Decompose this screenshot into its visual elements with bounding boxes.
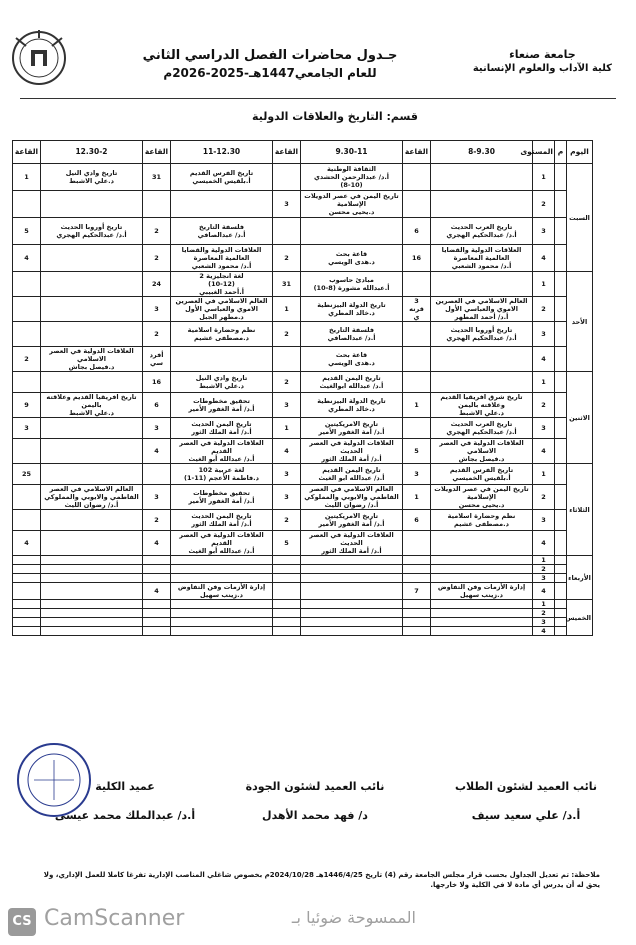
room-cell — [403, 556, 431, 565]
day-label: الثلاثاء — [567, 464, 593, 556]
row-index — [555, 583, 567, 600]
table-row — [13, 565, 593, 574]
course-cell: نظم وحضارة اسلامية د.مصطفى غشيم — [431, 510, 533, 531]
room-cell: 4 — [143, 531, 171, 556]
course-cell: لغة انجليزية 2 (10-12) أ.أحمد الغبيبي — [171, 272, 273, 297]
room-cell: 7 — [403, 583, 431, 600]
row-index — [555, 347, 567, 372]
row-index — [555, 218, 567, 245]
room-cell: 3 — [403, 464, 431, 485]
camscanner-brand: CamScanner — [44, 906, 185, 931]
course-cell — [41, 464, 143, 485]
course-cell: تاريخ العرب الحديث أ.د/ عبدالحكيم الهجري — [431, 418, 533, 439]
course-cell — [431, 164, 533, 191]
course-cell — [301, 218, 403, 245]
course-cell — [431, 618, 533, 627]
camscanner-arabic: الممسوحة ضوئيا بـ — [291, 908, 416, 927]
course-cell — [171, 565, 273, 574]
room-cell — [403, 191, 431, 218]
day-label: الاثنين — [567, 372, 593, 464]
room-cell — [13, 600, 41, 609]
row-index — [555, 245, 567, 272]
room-cell: 2 — [143, 245, 171, 272]
course-cell: تاريخ الدولة البيزنطية د.خالد المطري — [301, 393, 403, 418]
course-cell: العلاقات الدولية والقضايا العالمية المعاصرة أ.د/ محمود الشعبي — [431, 245, 533, 272]
room-cell: 3 — [13, 418, 41, 439]
level-cell: 2 — [533, 609, 555, 618]
course-cell: العلاقات الدولية في العصر الحديث أ.د/ أمة الملك الثور — [301, 439, 403, 464]
room-cell — [13, 618, 41, 627]
row-index — [555, 510, 567, 531]
room-cell: 25 — [13, 464, 41, 485]
course-cell — [41, 556, 143, 565]
room-cell: 2 — [13, 347, 41, 372]
room-cell: 3 — [143, 485, 171, 510]
title-block — [120, 48, 420, 80]
room-cell — [403, 164, 431, 191]
room-cell: 3 — [143, 418, 171, 439]
level-cell: 1 — [533, 464, 555, 485]
course-cell — [301, 600, 403, 609]
level-cell: 3 — [533, 618, 555, 627]
row-index — [555, 565, 567, 574]
row-index — [555, 393, 567, 418]
table-row — [13, 347, 593, 372]
room-cell: 2 — [273, 245, 301, 272]
room-cell: 3 — [273, 393, 301, 418]
university-logo — [6, 28, 72, 88]
table-row — [13, 609, 593, 618]
room-cell — [13, 272, 41, 297]
course-cell — [171, 347, 273, 372]
header-row — [13, 141, 593, 164]
room-cell: 1 — [403, 485, 431, 510]
room-cell — [403, 600, 431, 609]
room-cell: 9 — [13, 393, 41, 418]
level-cell: 3 — [533, 218, 555, 245]
page-subtitle: للعام الجامعي1447هـ-2025-2026م — [163, 66, 377, 80]
room-cell: 16 — [403, 245, 431, 272]
level-cell: 3 — [533, 510, 555, 531]
row-index — [555, 272, 567, 297]
room-cell: 4 — [143, 583, 171, 600]
col-slot1: 8-9.30 — [431, 141, 533, 164]
room-cell — [143, 565, 171, 574]
table-row — [13, 574, 593, 583]
course-cell: قاعة بحث د.هدى الويسي — [301, 245, 403, 272]
table-row — [13, 556, 593, 565]
row-index — [555, 418, 567, 439]
course-cell — [41, 600, 143, 609]
course-cell: تاريخ اليمن الحديث أ.د/ أمة الملك الثور — [171, 510, 273, 531]
room-cell — [273, 618, 301, 627]
course-cell — [41, 191, 143, 218]
schedule-table — [12, 140, 593, 636]
level-cell: 3 — [533, 418, 555, 439]
table-row — [13, 600, 593, 609]
course-cell: تاريخ اليمن القديم أ.د/ عبدالله ابو الغيث — [301, 464, 403, 485]
col-slot4: 12.30-2 — [41, 141, 143, 164]
room-cell — [273, 627, 301, 636]
course-cell: العالم الاسلامي في العصر الفاطمي والايوبي والمملوكي أ.د/ رضوان الليث — [301, 485, 403, 510]
course-cell — [171, 191, 273, 218]
course-cell — [301, 627, 403, 636]
room-cell: 5 — [403, 439, 431, 464]
col-slot2: 9.30-11 — [301, 141, 403, 164]
signature-quality: نائب العميد لشئون الجودة د/ فهد محمد الأهدل — [245, 780, 385, 822]
signature-student-affairs: نائب العميد لشئون الطلاب أ.د/ علي سعيد سيف — [455, 780, 597, 822]
level-cell: 4 — [533, 439, 555, 464]
course-cell: الثقافة الوطنية أ.د/ عبدالرحمن الحشدي (8-10) — [301, 164, 403, 191]
course-cell: تاريخ الفرس القديم أ.بلقيس الخميسي — [431, 464, 533, 485]
room-cell: 4 — [13, 245, 41, 272]
col-room3: القاعة — [143, 141, 171, 164]
course-cell — [41, 372, 143, 393]
room-cell: 1 — [403, 393, 431, 418]
room-cell — [13, 565, 41, 574]
course-cell — [171, 609, 273, 618]
course-cell: العالم الاسلامي في العصرين الاموي والعباسي الأول أ.د/ أحمد المطهر — [431, 297, 533, 322]
room-cell — [403, 627, 431, 636]
page-title: جـدول محاضرات الفصل الدراسي الثاني — [142, 48, 398, 63]
room-cell — [13, 609, 41, 618]
room-cell: 6 — [403, 510, 431, 531]
row-index — [555, 297, 567, 322]
room-cell — [403, 609, 431, 618]
footer-note: ملاحظة: تم تعديل الجداول بحسب قرار مجلس الجامعة رقم (4) تاريخ 1446/4/25هـ 2024/10/28م بخصوص شاغلي المناصب الإدارية تفرغا كاملا للعمل الإداري، ولا يحق له أن يدرس أي مادة لا في الكلية ولا خارجها. — [43, 871, 600, 889]
course-cell: تاريخ وادي النيل د.علي الاشبط — [41, 164, 143, 191]
room-cell: 3 قرنه ي — [403, 297, 431, 322]
room-cell — [403, 347, 431, 372]
table-row — [13, 510, 593, 531]
row-index — [555, 191, 567, 218]
room-cell: 1 — [13, 164, 41, 191]
room-cell — [13, 439, 41, 464]
course-cell — [41, 439, 143, 464]
row-index — [555, 439, 567, 464]
room-cell: 1 — [273, 297, 301, 322]
room-cell — [403, 372, 431, 393]
course-cell: تاريخ العرب الحديث أ.د/ عبدالحكيم الهجري — [431, 218, 533, 245]
course-cell — [41, 565, 143, 574]
table-row — [13, 418, 593, 439]
course-cell — [41, 609, 143, 618]
course-cell — [171, 574, 273, 583]
room-cell — [403, 565, 431, 574]
course-cell — [301, 556, 403, 565]
room-cell: 2 — [143, 322, 171, 347]
course-cell: لغة عربية 102 د.فاطمة الأعجم (11-1) — [171, 464, 273, 485]
course-cell — [431, 556, 533, 565]
course-cell — [431, 531, 533, 556]
course-cell: تحقيق مخطوطات أ.د/ أمة الغفور الأمير — [171, 485, 273, 510]
course-cell — [41, 531, 143, 556]
col-room4: القاعة — [13, 141, 41, 164]
room-cell: 3 — [273, 464, 301, 485]
table-row — [13, 464, 593, 485]
room-cell — [403, 322, 431, 347]
level-cell: 4 — [533, 347, 555, 372]
course-cell: تاريخ وادي النيل د.علي الاشبط — [171, 372, 273, 393]
room-cell: 4 — [143, 439, 171, 464]
course-cell — [171, 627, 273, 636]
course-cell: تاريخ أوروبا الحديث أ.د/ عبدالحكيم الهجري — [41, 218, 143, 245]
row-index — [555, 372, 567, 393]
course-cell: تاريخ افريقيا القديم وعلاقته باليمن د.علي الاشبط — [41, 393, 143, 418]
level-cell: 1 — [533, 600, 555, 609]
course-cell — [301, 574, 403, 583]
room-cell: 1 — [273, 418, 301, 439]
room-cell — [403, 618, 431, 627]
room-cell — [13, 627, 41, 636]
room-cell — [143, 627, 171, 636]
room-cell — [273, 600, 301, 609]
course-cell: قاعة بحث د.هدى الويسي — [301, 347, 403, 372]
row-index — [555, 485, 567, 510]
table-row — [13, 272, 593, 297]
level-cell: 4 — [533, 627, 555, 636]
course-cell: تاريخ اليمن الحديث أ.د/ أمة الملك الثور — [171, 418, 273, 439]
room-cell — [13, 485, 41, 510]
course-cell: تحقيق مخطوطات أ.د/ أمة الغفور الأمير — [171, 393, 273, 418]
table-row — [13, 218, 593, 245]
room-cell: 4 — [273, 439, 301, 464]
course-cell: مبادئ حاسوب أ.عبدالله مشورة (8-10) — [301, 272, 403, 297]
course-cell — [431, 191, 533, 218]
room-cell: 31 — [143, 164, 171, 191]
course-cell: العالم الاسلامي في العصرين الاموي والعباسي الأول د.مطهر الجبل — [171, 297, 273, 322]
room-cell: 2 — [143, 510, 171, 531]
col-room2: القاعة — [273, 141, 301, 164]
course-cell: العلاقات الدولية والقضايا العالمية المعاصرة أ.د/ محمود الشعبي — [171, 245, 273, 272]
room-cell: 3 — [273, 485, 301, 510]
level-cell: 2 — [533, 565, 555, 574]
room-cell: 6 — [403, 218, 431, 245]
room-cell — [273, 164, 301, 191]
room-cell — [143, 464, 171, 485]
university-name: جامعة صنعاء — [509, 48, 576, 61]
level-cell: 1 — [533, 372, 555, 393]
room-cell — [13, 510, 41, 531]
room-cell — [143, 556, 171, 565]
course-cell: تاريخ اليمن في عصر الدويلات الإسلامية د.يحيى محسن — [301, 191, 403, 218]
course-cell: تاريخ أوروبا الحديث أ.د/ عبدالحكيم الهجري — [431, 322, 533, 347]
course-cell: نظم وحضارة اسلامية د.مصطفى غشيم — [171, 322, 273, 347]
room-cell: أفرد سي — [143, 347, 171, 372]
room-cell — [13, 372, 41, 393]
col-index: م — [555, 141, 567, 164]
course-cell — [171, 600, 273, 609]
course-cell: فلسفة التاريخ أ.د/ عبدالصافي — [171, 218, 273, 245]
room-cell: 31 — [273, 272, 301, 297]
level-cell: 3 — [533, 322, 555, 347]
table-row — [13, 245, 593, 272]
course-cell: العلاقات الدولية في العصر القديم أ.د/ عبدالله أبو الغيث — [171, 439, 273, 464]
course-cell — [41, 583, 143, 600]
room-cell: 24 — [143, 272, 171, 297]
level-cell: 2 — [533, 191, 555, 218]
room-cell — [143, 191, 171, 218]
room-cell: 16 — [143, 372, 171, 393]
room-cell — [273, 347, 301, 372]
course-cell — [431, 609, 533, 618]
course-cell — [301, 618, 403, 627]
faculty-name: كلية الآداب والعلوم الإنسانية — [472, 63, 612, 74]
table-row — [13, 372, 593, 393]
level-cell: 4 — [533, 245, 555, 272]
room-cell — [273, 583, 301, 600]
course-cell — [301, 583, 403, 600]
level-cell: 1 — [533, 272, 555, 297]
table-row — [13, 627, 593, 636]
room-cell: 3 — [143, 297, 171, 322]
course-cell — [41, 574, 143, 583]
room-cell: 5 — [13, 218, 41, 245]
room-cell — [403, 418, 431, 439]
course-cell — [431, 565, 533, 574]
course-cell — [41, 418, 143, 439]
level-cell: 4 — [533, 583, 555, 600]
level-cell: 1 — [533, 164, 555, 191]
room-cell — [273, 218, 301, 245]
col-room1: القاعة — [403, 141, 431, 164]
course-cell: فلسفة التاريخ أ.د/ عبدالصافي — [301, 322, 403, 347]
room-cell — [403, 574, 431, 583]
room-cell — [13, 583, 41, 600]
camscanner-logo-icon: CS — [8, 908, 36, 936]
room-cell: 2 — [273, 322, 301, 347]
course-cell: تاريخ اليمن في عصر الدويلات الإسلامية د.يحيى محسن — [431, 485, 533, 510]
course-cell: تاريخ الامريكيتين أ.د/ أمة الغفور الأمير — [301, 510, 403, 531]
table-row — [13, 393, 593, 418]
day-label: الأربعاء — [567, 556, 593, 600]
table-row — [13, 439, 593, 464]
row-index — [555, 464, 567, 485]
signature-dean: عميد الكلية أ.د/ عبدالملك محمد عيسى — [54, 780, 196, 822]
course-cell: تاريخ اليمن القديم أ.د/ عبدالله ابوالغيث — [301, 372, 403, 393]
level-cell: 2 — [533, 393, 555, 418]
course-cell — [41, 245, 143, 272]
room-cell: 5 — [273, 531, 301, 556]
room-cell: 6 — [143, 393, 171, 418]
course-cell: العالم الاسلامي في العصر الفاطمي والايوبي والمملوكي أ.د/ رضوان الليث — [41, 485, 143, 510]
room-cell: 4 — [13, 531, 41, 556]
row-index — [555, 164, 567, 191]
course-cell: إدارة الأزمات وفن التفاوض د.زينب سهيل — [171, 583, 273, 600]
room-cell — [143, 609, 171, 618]
row-index — [555, 322, 567, 347]
day-label: الأحد — [567, 272, 593, 372]
level-cell: 4 — [533, 531, 555, 556]
course-cell — [431, 272, 533, 297]
course-cell: تاريخ الدولة البيزنطية د.خالد المطري — [301, 297, 403, 322]
room-cell: 2 — [273, 510, 301, 531]
institution-block — [473, 48, 612, 74]
room-cell — [273, 565, 301, 574]
room-cell: 2 — [143, 218, 171, 245]
room-cell — [273, 574, 301, 583]
course-cell — [431, 347, 533, 372]
room-cell — [13, 191, 41, 218]
table-row — [13, 583, 593, 600]
room-cell — [143, 600, 171, 609]
course-cell — [41, 272, 143, 297]
course-cell — [431, 627, 533, 636]
course-cell — [431, 372, 533, 393]
course-cell — [41, 618, 143, 627]
table-row — [13, 297, 593, 322]
course-cell — [171, 618, 273, 627]
room-cell — [273, 556, 301, 565]
course-cell: تاريخ الامريكيتين أ.د/ أمة الغفور الأمير — [301, 418, 403, 439]
table-row — [13, 191, 593, 218]
course-cell: العلاقات الدولية في العصر الاسلامي د.فيصل بجاش — [431, 439, 533, 464]
room-cell: 3 — [273, 191, 301, 218]
course-cell — [431, 574, 533, 583]
course-cell — [301, 609, 403, 618]
department-name: قسم: التاريخ والعلاقات الدولية — [252, 110, 418, 123]
course-cell — [41, 322, 143, 347]
row-index — [555, 627, 567, 636]
room-cell — [143, 618, 171, 627]
row-index — [555, 556, 567, 565]
room-cell: 2 — [273, 372, 301, 393]
room-cell — [13, 574, 41, 583]
room-cell — [403, 272, 431, 297]
course-cell — [41, 510, 143, 531]
row-index — [555, 574, 567, 583]
room-cell — [273, 609, 301, 618]
table-row — [13, 618, 593, 627]
level-cell: 1 — [533, 556, 555, 565]
day-label: الخميس — [567, 600, 593, 636]
table-row — [13, 164, 593, 191]
room-cell — [13, 322, 41, 347]
room-cell — [13, 297, 41, 322]
course-cell: العلاقات الدولية في العصر القديم أ.د/ عبدالله أبو الغيث — [171, 531, 273, 556]
level-cell: 2 — [533, 297, 555, 322]
row-index — [555, 531, 567, 556]
day-label: السبت — [567, 164, 593, 272]
course-cell — [41, 627, 143, 636]
course-cell: العلاقات الدولية في العصر الاسلامي د.فيصل بجاش — [41, 347, 143, 372]
col-level: المستوى — [533, 141, 555, 164]
room-cell — [13, 556, 41, 565]
course-cell — [431, 600, 533, 609]
level-cell: 2 — [533, 485, 555, 510]
table-row — [13, 531, 593, 556]
col-slot3: 11-12.30 — [171, 141, 273, 164]
row-index — [555, 600, 567, 609]
room-cell — [143, 574, 171, 583]
course-cell: العلاقات الدولية في العصر الحديث أ.د/ أمة الملك الثور — [301, 531, 403, 556]
course-cell — [301, 565, 403, 574]
course-cell: تاريخ شرق افريقيا القديم وعلاقته باليمن د.علي الاشبط — [431, 393, 533, 418]
course-cell: تاريخ الفرس القديم أ.بلقيس الخميسي — [171, 164, 273, 191]
course-cell — [171, 556, 273, 565]
course-cell: إدارة الأزمات وفن التفاوض د.زينب سهيل — [431, 583, 533, 600]
course-cell — [41, 297, 143, 322]
table-row — [13, 485, 593, 510]
col-day: اليوم — [567, 141, 593, 164]
room-cell — [403, 531, 431, 556]
divider — [20, 98, 616, 99]
level-cell: 3 — [533, 574, 555, 583]
table-row — [13, 322, 593, 347]
